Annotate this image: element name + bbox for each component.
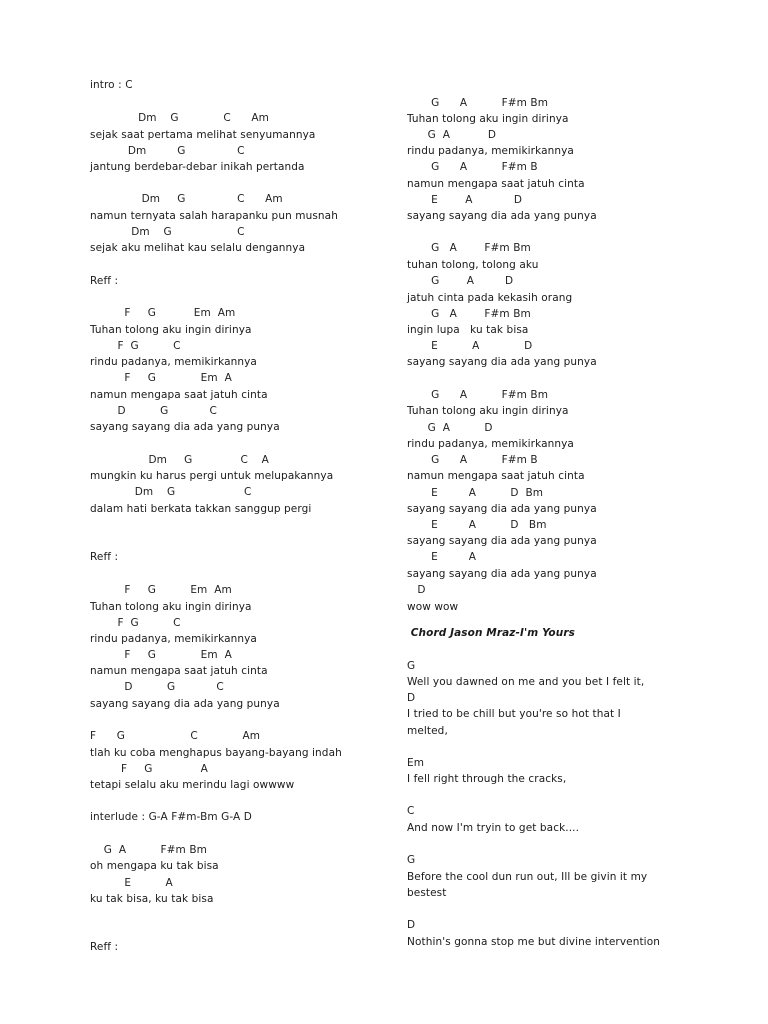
lyric-line: wow wow <box>407 601 459 613</box>
chord-line: D G C <box>90 681 224 693</box>
chord-line: E A <box>407 551 477 563</box>
lyric-line: oh mengapa ku tak bisa <box>90 860 219 872</box>
chord-line: Dm G C <box>90 145 245 157</box>
chord-line: F G Em Am <box>90 307 236 319</box>
lyric-line: Tuhan tolong aku ingin dirinya <box>407 113 569 125</box>
chord-line: D <box>407 919 416 931</box>
section-label: Reff : <box>90 551 119 563</box>
lyric-line: rindu padanya, memikirkannya <box>90 633 257 645</box>
lyric-line: dalam hati berkata takkan sanggup pergi <box>90 503 312 515</box>
chord-line: G <box>407 660 416 672</box>
chord-line: Dm G C <box>90 226 245 238</box>
lyric-line: sayang sayang dia ada yang punya <box>407 210 597 222</box>
lyric-line: Tuhan tolong aku ingin dirinya <box>90 601 252 613</box>
chord-line: Dm G C Am <box>90 193 283 205</box>
lyric-line: Nothin's gonna stop me but divine intervention <box>407 936 660 948</box>
chord-line: F G Em A <box>90 372 232 384</box>
lyric-line: mungkin ku harus pergi untuk melupakannya <box>90 470 334 482</box>
chord-line: G A F#m Bm <box>407 308 531 320</box>
chord-line: F G Em A <box>90 649 232 661</box>
chord-line: G A F#m Bm <box>407 97 549 109</box>
lyric-line: tuhan tolong, tolong aku <box>407 259 539 271</box>
chord-line: Dm G C A <box>90 454 269 466</box>
chord-line: E A <box>90 877 173 889</box>
lyric-line: namun mengapa saat jatuh cinta <box>90 665 268 677</box>
lyric-line: rindu padanya, memikirkannya <box>407 438 574 450</box>
chord-line: G A D <box>407 129 497 141</box>
chord-line: G A D <box>407 275 514 287</box>
chord-line: G A F#m Bm <box>407 389 549 401</box>
chord-line: Em <box>407 757 425 769</box>
lyric-line: tetapi selalu aku merindu lagi owwww <box>90 779 295 791</box>
chord-line: G A F#m B <box>407 161 538 173</box>
lyric-line: I fell right through the cracks, <box>407 773 567 785</box>
lyric-line: sayang sayang dia ada yang punya <box>407 535 597 547</box>
chord-line: F G Em Am <box>90 584 232 596</box>
chord-line: F G C <box>90 340 181 352</box>
chord-line: intro : C <box>90 79 133 91</box>
chord-line: F G C <box>90 617 181 629</box>
chord-line: F G A <box>90 763 208 775</box>
lyric-line: sayang sayang dia ada yang punya <box>90 698 280 710</box>
lyric-line: tlah ku coba menghapus bayang-bayang indah <box>90 747 342 759</box>
lyric-line: namun mengapa saat jatuh cinta <box>90 389 268 401</box>
section-label: Reff : <box>90 275 119 287</box>
chord-line: D <box>407 692 416 704</box>
chord-line: interlude : G-A F#m-Bm G-A D <box>90 811 252 823</box>
chord-line: F G C Am <box>90 730 261 742</box>
lyric-line: namun mengapa saat jatuh cinta <box>407 470 585 482</box>
lyric-line: bestest <box>407 887 447 899</box>
lyric-line: sayang sayang dia ada yang punya <box>90 421 280 433</box>
chord-line: E A D Bm <box>407 487 544 499</box>
lyric-line: And now I'm tryin to get back.... <box>407 822 580 834</box>
chord-line: Dm G C Am <box>90 112 269 124</box>
lyric-line: jantung berdebar-debar inikah pertanda <box>90 161 305 173</box>
lyric-line: namun ternyata salah harapanku pun musnah <box>90 210 338 222</box>
lyric-line: jatuh cinta pada kekasih orang <box>407 292 573 304</box>
lyric-line: sayang sayang dia ada yang punya <box>407 356 597 368</box>
chord-line: E A D <box>407 194 523 206</box>
lyric-line: sayang sayang dia ada yang punya <box>407 568 597 580</box>
chord-line: D G C <box>90 405 217 417</box>
lyric-line: sejak saat pertama melihat senyumannya <box>90 129 316 141</box>
lyric-line: sejak aku melihat kau selalu dengannya <box>90 242 306 254</box>
lyric-line: ingin lupa ku tak bisa <box>407 324 529 336</box>
lyric-line: Tuhan tolong aku ingin dirinya <box>407 405 569 417</box>
chord-line: C <box>407 805 415 817</box>
section-heading: Chord Jason Mraz-I'm Yours <box>407 627 575 639</box>
chord-line: G A F#m Bm <box>407 242 531 254</box>
lyric-line: Tuhan tolong aku ingin dirinya <box>90 324 252 336</box>
chord-line: D <box>407 584 426 596</box>
chord-line: G <box>407 854 416 866</box>
chord-line: G A F#m B <box>407 454 538 466</box>
chord-line: G A D <box>407 422 493 434</box>
lyric-line: sayang sayang dia ada yang punya <box>407 503 597 515</box>
chord-line: E A D Bm <box>407 519 547 531</box>
section-label: Reff : <box>90 941 119 953</box>
lyric-line: I tried to be chill but you're so hot that I <box>407 708 621 720</box>
lyric-line: rindu padanya, memikirkannya <box>407 145 574 157</box>
chord-line: E A D <box>407 340 533 352</box>
lyric-line: Well you dawned on me and you bet I felt it, <box>407 676 645 688</box>
lyric-line: rindu padanya, memikirkannya <box>90 356 257 368</box>
chord-line: Dm G C <box>90 486 252 498</box>
lyric-line: melted, <box>407 725 448 737</box>
chord-line: G A F#m Bm <box>90 844 207 856</box>
lyric-line: Before the cool dun run out, Ill be givin it my <box>407 871 648 883</box>
lyric-line: ku tak bisa, ku tak bisa <box>90 893 214 905</box>
lyric-line: namun mengapa saat jatuh cinta <box>407 178 585 190</box>
